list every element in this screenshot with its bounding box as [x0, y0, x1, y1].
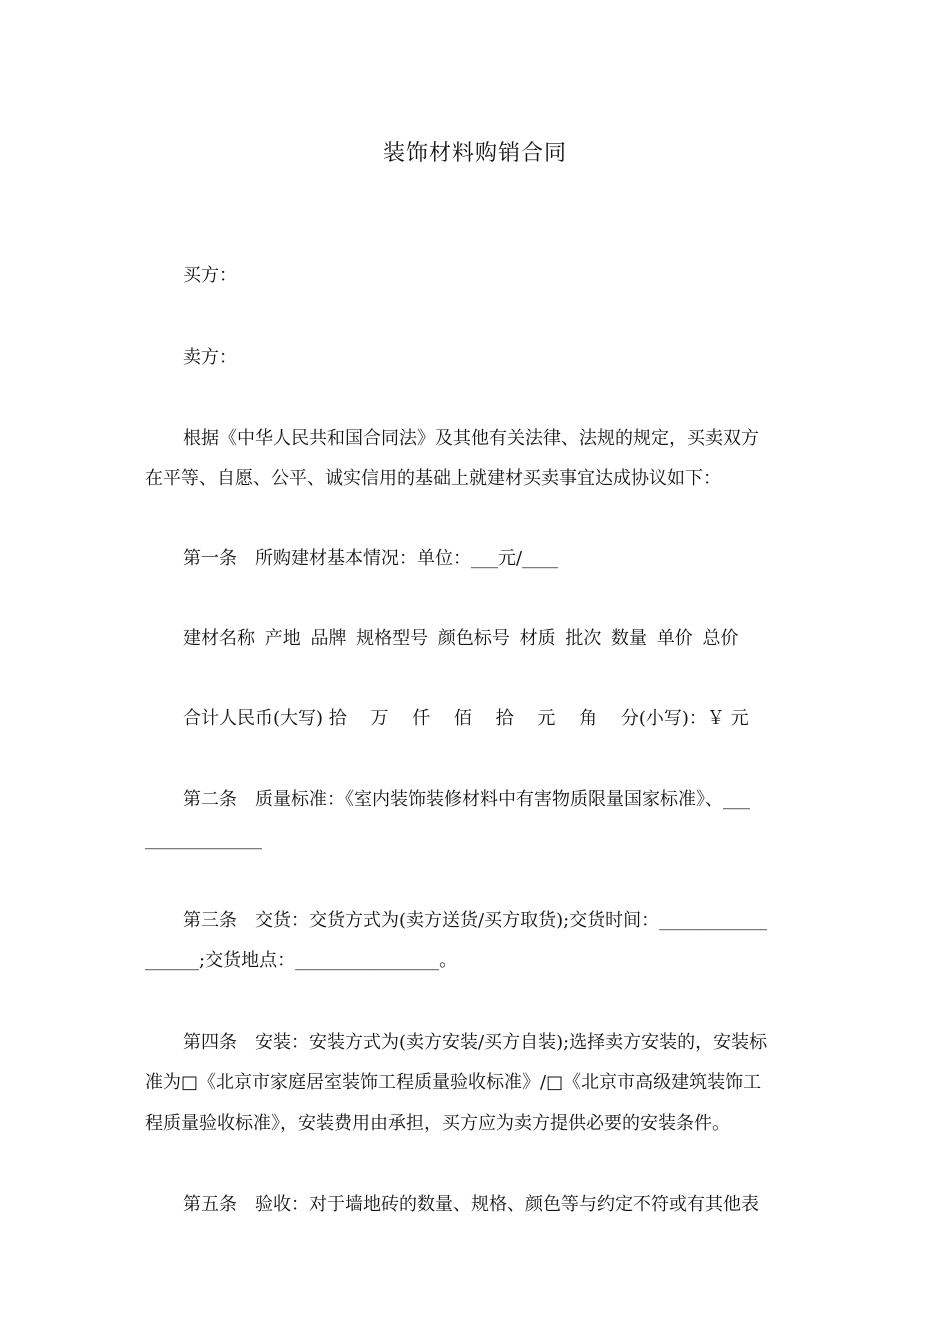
article-4-line-3: 程质量验收标准》，安装费用由承担，买方应为卖方提供必要的安装条件。 [145, 1113, 730, 1134]
article-3-line-2: ______;交货地点：________________。 [145, 950, 458, 971]
article-4-line-1: 第四条 安装：安装方式为(卖方安装/买方自装);选择卖方安装的，安装标 [183, 1032, 768, 1053]
seller-label: 卖方： [183, 347, 237, 368]
article-5-line-1: 第五条 验收：对于墙地砖的数量、规格、颜色等与约定不符或有其他表 [183, 1194, 759, 1215]
article-1: 第一条 所购建材基本情况：单位：___元/____ [183, 548, 559, 569]
article-3-line-1: 第三条 交货：交货方式为(卖方送货/买方取货);交货时间：____________ [183, 910, 768, 931]
intro-line-1: 根据《中华人民共和国合同法》及其他有关法律、法规的规定，买卖双方 [183, 428, 759, 449]
total-amount-line: 合计人民币(大写) 拾 万 仟 佰 拾 元 角 分(小写)：￥ 元 [183, 708, 749, 729]
article-2-line-2: _____________ [145, 829, 262, 850]
material-table-header: 建材名称 产地 品牌 规格型号 颜色标号 材质 批次 数量 单价 总价 [183, 628, 739, 649]
buyer-label: 买方： [183, 265, 237, 286]
article-4-line-2: 准为□《北京市家庭居室装饰工程质量验收标准》/□《北京市高级建筑装饰工 [145, 1072, 762, 1093]
document-title: 装饰材料购销合同 [382, 141, 567, 166]
article-2-line-1: 第二条 质量标准：《室内装饰装修材料中有害物质限量国家标准》、___ [183, 789, 750, 810]
intro-line-2: 在平等、自愿、公平、诚实信用的基础上就建材买卖事宜达成协议如下： [145, 468, 721, 489]
